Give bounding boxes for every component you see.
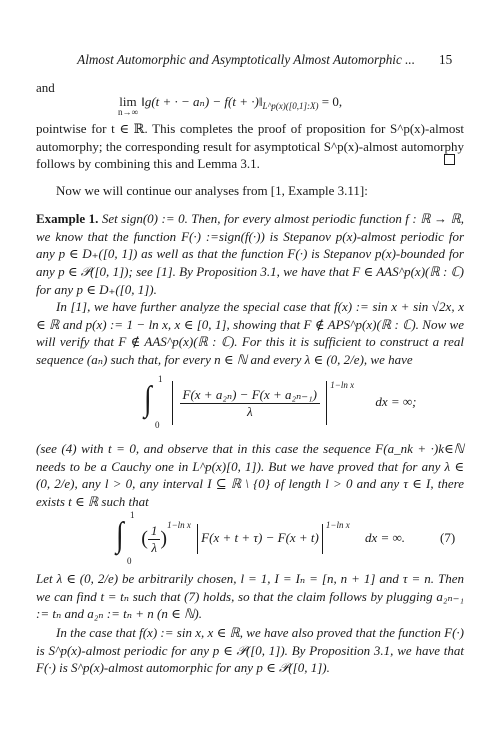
equation-integral-1 (144, 374, 417, 430)
integral-sign-2: ∫ (116, 516, 124, 555)
integral-1-lower: 0 (155, 420, 160, 430)
running-title: Almost Automorphic and Asymptotically Almost Automorphic ... (77, 52, 415, 67)
paragraph-pointwise: pointwise for t ∈ ℝ. This completes the proof of proposition for S^p(x)-almost automorphy; the corresponding result for asymptotical S^p(x)-almost automorphy follows by combining this and Lemma 3.1. (36, 121, 464, 172)
paragraph-case: In the case that f(x) := sin x, x ∈ ℝ, we have also proved that the function F(·) is S^p(x)-almost periodic for any p ∈ 𝒫([0, 1]). By Proposition 3.1, we have that F(·) is S^p(x)-almost automorphic for any p ∈ 𝒫([0, 1]). (36, 625, 464, 676)
fraction-1 (180, 387, 321, 420)
integral-2-upper: 1 (130, 510, 135, 520)
integral-2-rhs: dx = ∞. (364, 529, 406, 545)
page-number: 15 (439, 52, 453, 67)
integral-1-exponent: 1−ln x (330, 379, 355, 390)
example-text: Set sign(0) := 0. Then, for every almost periodic function f : ℝ → ℝ, we know that the function F(·) :=sign(f(·)) is Stepanov p(x)-almost periodic for any p ∈ D₊([0, 1]) as well as that the function F(·) is Stepanov p(x)-bounded for any p ∈ 𝒫([0, 1]); see [1]. By Proposition 3.1, we have that F ∈ AAS^p(x)(ℝ : ℂ) for any p ∈ D₊([0, 1]). (36, 211, 464, 297)
fraction-1-numerator: F(x + a₂ₙ) − F(x + a₂ₙ₋₁) (180, 387, 321, 404)
integral-1-rhs: dx = ∞; (375, 393, 417, 409)
example-1 (36, 210, 464, 299)
paragraph-let: Let λ ∈ (0, 2/e) be arbitrarily chosen, l = 1, I = Iₙ = [n, n + 1] and τ = n. Then we can find t = tₙ such that (7) holds, so that the claim follows by plugging a₂ₙ₋₁ := tₙ and a₂ₙ := tₙ + n (n ∈ ℕ). (36, 571, 464, 622)
paragraph-in1: In [1], we have further analyze the special case that f(x) := sin x + sin √2x, x ∈ ℝ and p(x) := 1 − ln x, x ∈ [0, 1], showing that F ∉ APS^p(x)(ℝ : ℂ). Now we will verify that F ∉ AAS^p(x)(ℝ : ℂ). For this it is sufficient to construct a real sequence (aₙ) such that, for every n ∈ ℕ and every λ ∈ (0, 2/e), we have (36, 299, 464, 368)
integral-1-upper: 1 (158, 374, 163, 384)
lim-operator: lim (119, 94, 137, 109)
paragraph-now: Now we will continue our analyses from [1, Example 3.11]: (56, 183, 368, 198)
fraction-2-denominator: λ (151, 539, 157, 555)
equation-number-7: (7) (440, 530, 456, 545)
integral-2-lower: 0 (127, 556, 132, 566)
integral-2-body: F(x + t + τ) − F(x + t) (201, 529, 319, 545)
integral-2-frac-exponent: 1−ln x (167, 519, 191, 530)
text-and: and (36, 80, 55, 95)
paragraph-see: (see (4) with t = 0, and observe that in this case the sequence F(a_nk + ·)k∈ℕ needs to be a Cauchy one in L^p(x)[0, 1]). But we have proved that for any λ ∈ (0, 2/e), any l > 0, any interval I ⊆ ℝ \ {0} of length l > 0 and any τ ∈ I, there exists t ∈ ℝ such that (36, 441, 464, 510)
fraction-2 (148, 523, 161, 556)
lim-rhs: = 0, (321, 94, 343, 109)
example-label: Example 1. (36, 211, 99, 226)
integral-sign-1: ∫ (144, 380, 152, 419)
lim-body: ‖g(t + · − aₙ) − f(t + ·)‖ (141, 94, 263, 109)
equation-integral-2: ∫ 1 0 ( $\frac{1}{\lambda}$ )$^{1-ln x}$ $F(x + t + \tau) - F(x + t)^{1-ln x}$ dx = ∞. (116, 510, 406, 566)
lim-norm-subscript: L^p(x)([0,1]:X) (262, 101, 319, 111)
fraction-2-numerator: 1 (148, 523, 161, 540)
equation-limit (118, 94, 342, 117)
integral-2-exponent: 1−ln x (325, 519, 350, 530)
qed-square-icon (444, 154, 455, 165)
fraction-1-denominator: λ (246, 403, 253, 419)
lim-subscript: n→∞ (118, 107, 138, 117)
